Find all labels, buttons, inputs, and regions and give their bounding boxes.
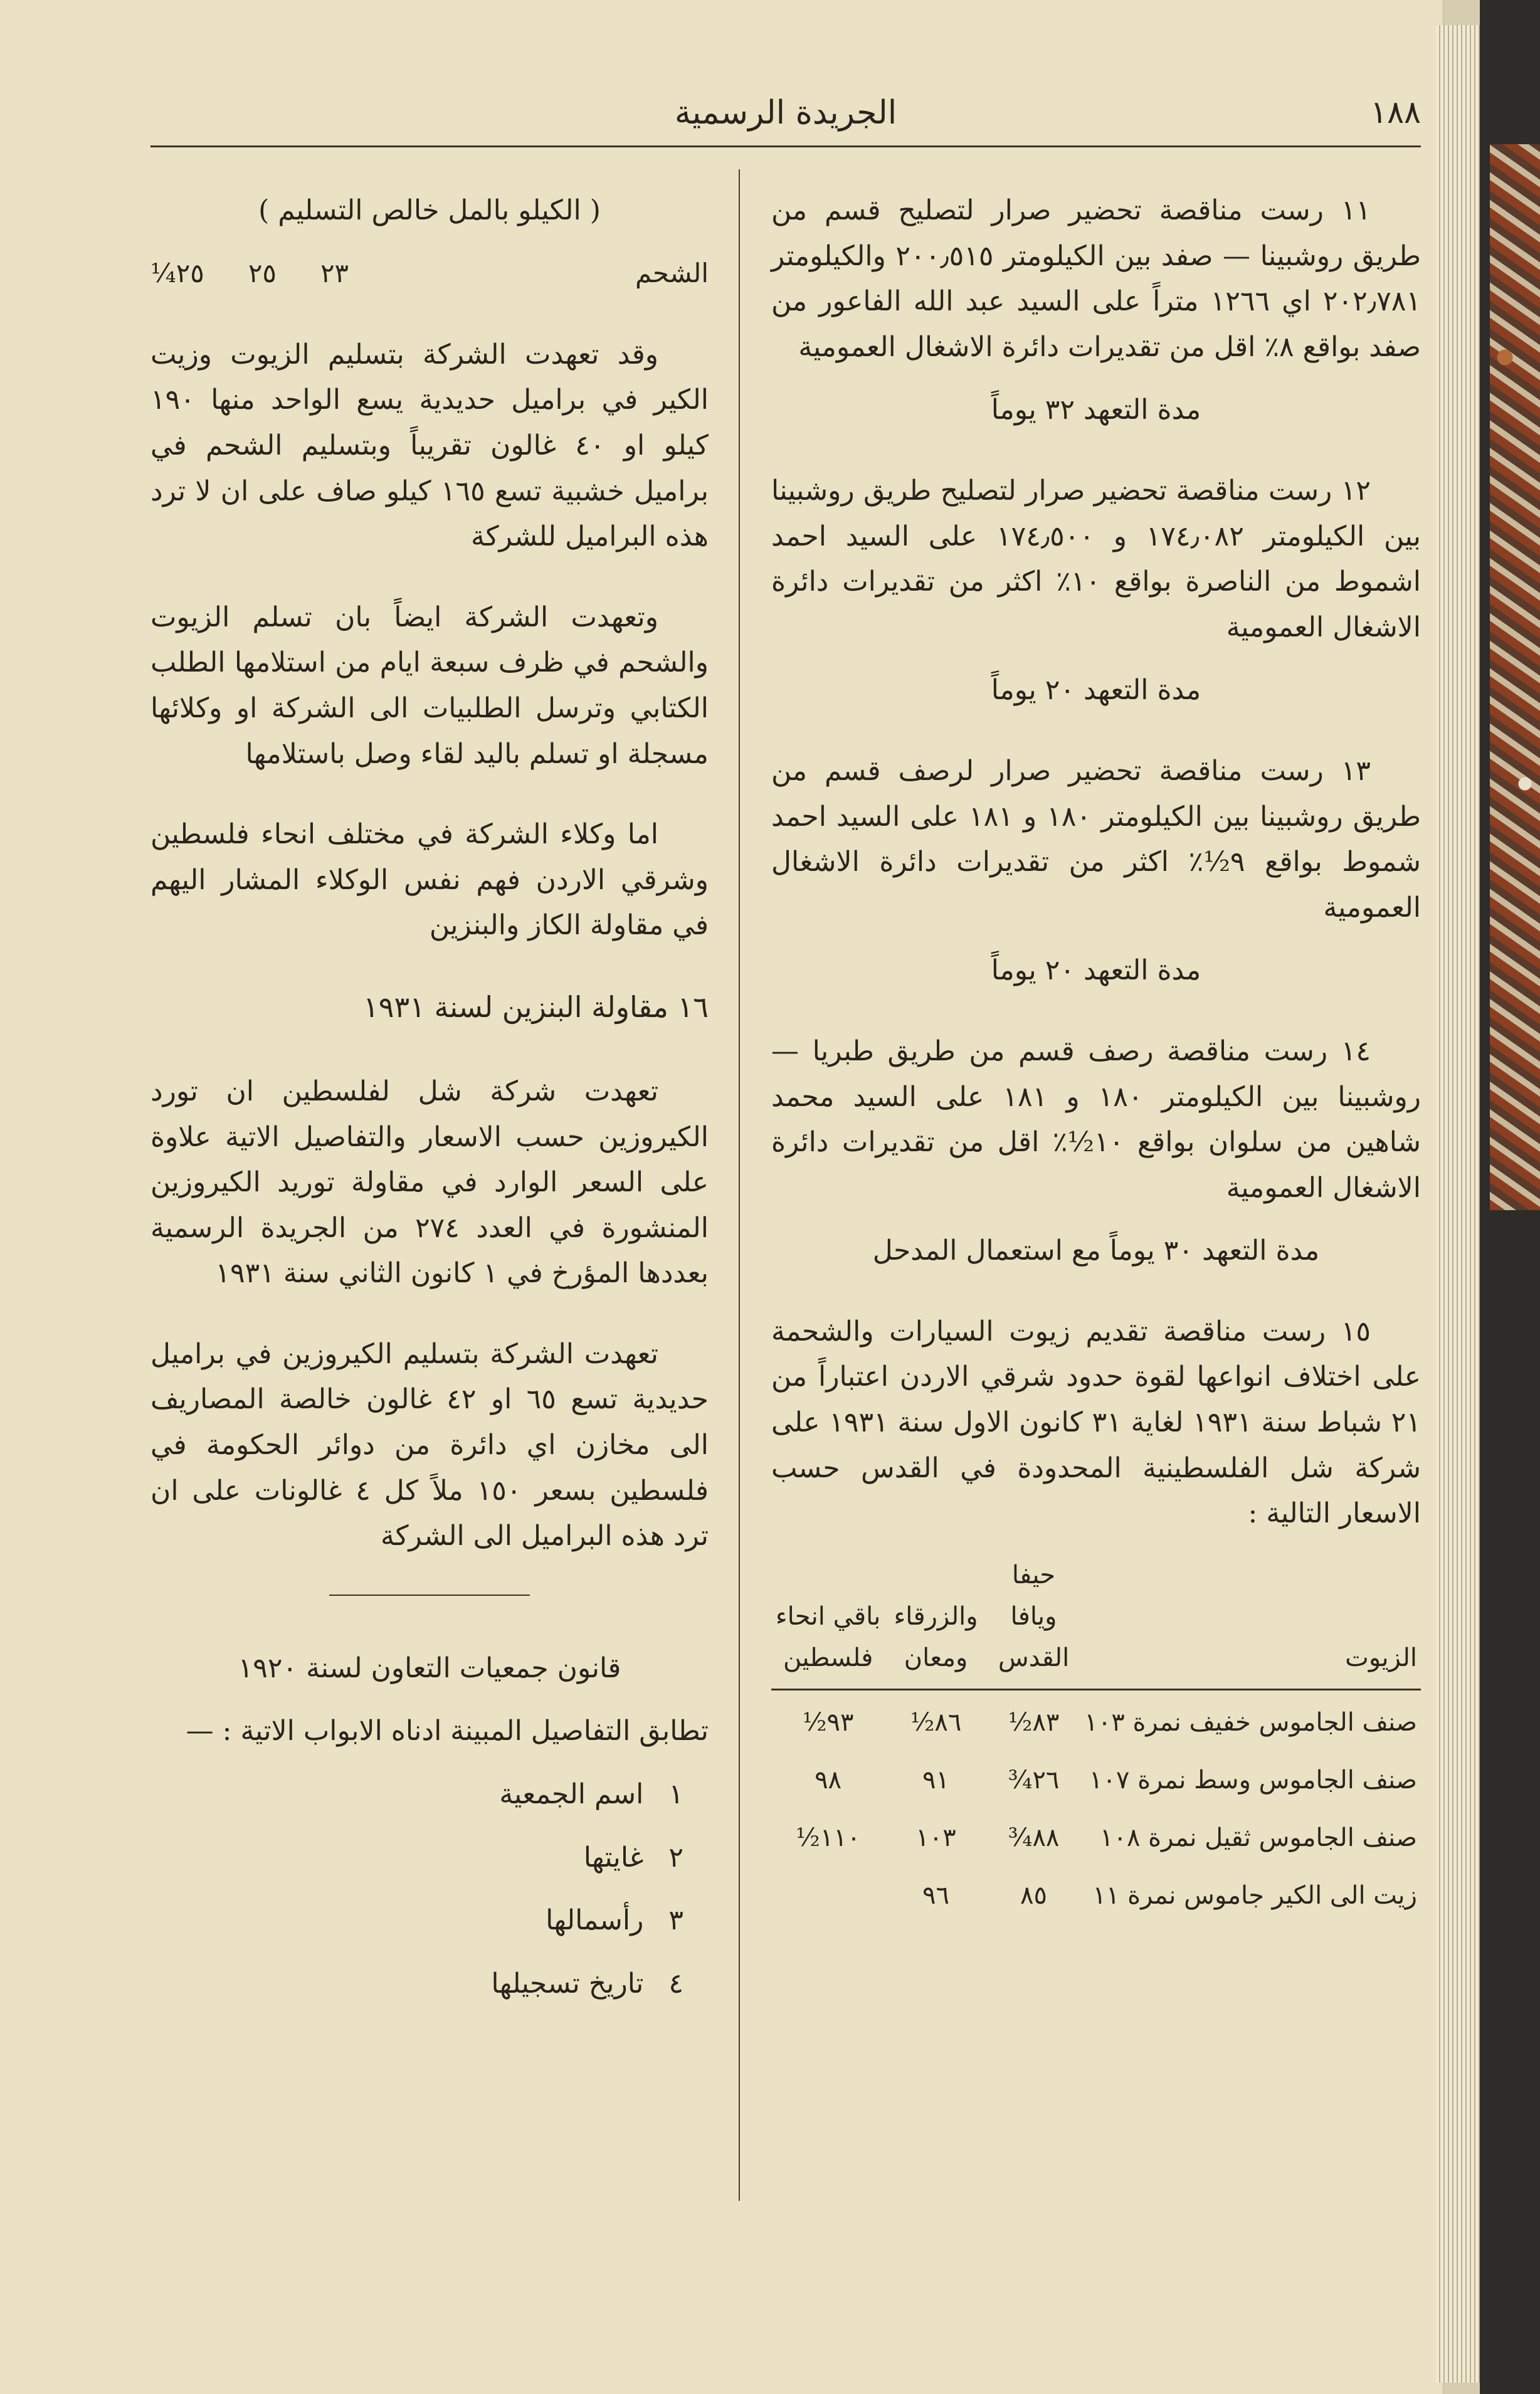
price-jaffa: ٨٨¾ <box>1008 1823 1060 1852</box>
list-item <box>150 1772 683 1818</box>
item-label: تاريخ تسجيلها <box>491 1967 644 2000</box>
page-header <box>150 94 1421 138</box>
shell-paragraph-2: تعهدت الشركة بتسليم الكيروزين في براميل حديدية تسع ٦٥ او ٤٢ غالون خالصة المصاريف الى مخازن اي دائرة من دوائر الحكومة في فلسطين بسعر ١٥٠ ملاً كل ٤ غالونات على ان ترد هذه البراميل الى الشركة <box>150 1337 709 1553</box>
table-row <box>771 1748 1421 1806</box>
right-column <box>771 188 1421 1921</box>
oil-name: زيت الى الكير جاموس نمرة ١١ <box>1092 1880 1417 1910</box>
law-heading: قانون جمعيات التعاون لسنة ١٩٢٠ <box>238 1652 621 1684</box>
tender-13-text: ١٣ رست مناقصة تحضير صرار لرصف قسم من طريق روشبينا بين الكيلومتر ١٨٠ و ١٨١ على السيد احمد شموط بواقع ٩½٪ اكثر من تقديرات دائرة الاشغال العمومية <box>771 754 1421 924</box>
column-divider <box>739 169 740 2201</box>
marbled-binding <box>1490 144 1540 1210</box>
header-rule <box>150 145 1421 147</box>
agents-paragraph: اما وكلاء الشركة في مختلف انحاء فلسطين وشرقي الاردن فهم نفس الوكلاء المشار اليهم في مقاولة الكاز والبنزين <box>150 818 709 942</box>
item-label: رأسمالها <box>546 1904 644 1937</box>
tender-13-duration: مدة التعهد ٢٠ يوماً <box>991 954 1201 987</box>
tender-14-duration: مدة التعهد ٣٠ يوماً مع استعمال المدحل <box>872 1235 1320 1267</box>
list-item <box>150 1898 683 1944</box>
price-jaffa: ٢٦¾ <box>1008 1765 1060 1795</box>
price-jaffa: ٨٣½ <box>1008 1707 1060 1737</box>
price-zarqa: ٩٦ <box>922 1880 949 1910</box>
price-zarqa: ٩١ <box>922 1765 949 1795</box>
tender-14-text: ١٤ رست مناقصة رصف قسم من طريق طبريا — روشبينا بين الكيلومتر ١٨٠ و ١٨١ على السيد محمد شاهين من سلوان بواقع ١٠½٪ اقل من تقديرات دائرة الاشغال العمومية <box>771 1035 1421 1204</box>
item-number: ١ <box>668 1778 683 1811</box>
oil-name: صنف الجاموس خفيف نمرة ١٠٣ <box>1084 1707 1417 1737</box>
page-edges <box>1436 25 1480 2383</box>
grease-price-row <box>150 251 709 295</box>
item-number: ٢ <box>668 1841 683 1874</box>
price-rest: ١١٠½ <box>796 1823 861 1852</box>
grease-label: الشحم <box>635 257 709 288</box>
table-row <box>771 1864 1421 1921</box>
price-zarqa: ٨٦½ <box>910 1707 962 1737</box>
price-jaffa: ٨٥ <box>1020 1880 1048 1910</box>
tender-11-duration: مدة التعهد ٣٢ يوماً <box>991 394 1201 426</box>
delivery-paragraph-1: وقد تعهدت الشركة بتسليم الزيوت وزيت الكير في براميل حديدية يسع الواحد منها ١٩٠ كيلو او ٤٠ غالون تقريباً وبتسليم الشحم في براميل خشبية تسع ١٦٥ كيلو صاف على ان لا ترد هذه البراميل للشركة <box>150 338 709 553</box>
shell-paragraph-1: تعهدت شركة شل لفلسطين ان تورد الكيروزين حسب الاسعار والتفاصيل الاتية علاوة على السعر الوارد في مقاولة توريد الكيروزين المنشورة في العدد ٢٧٤ من الجريدة الرسمية بعددها المؤرخ في ١ كانون الثاني سنة ١٩٣١ <box>150 1075 709 1290</box>
item-label: غايتها <box>583 1841 644 1874</box>
grease-price: ٢٥ <box>248 257 277 288</box>
tender-12-text: ١٢ رست مناقصة تحضير صرار لتصليح طريق روشبينا بين الكيلومتر ١٧٤٫٠٨٢ و ١٧٤٫٥٠٠ على السيد احمد اشموط من الناصرة بواقع ١٠٪ اكثر من تقديرات دائرة الاشغال العمومية <box>771 474 1421 643</box>
list-item <box>150 1961 683 2007</box>
item-number: ٤ <box>668 1967 683 2000</box>
header-oils: الزيوت <box>1080 1554 1421 1690</box>
tender-12-duration: مدة التعهد ٢٠ يوماً <box>991 674 1201 707</box>
price-zarqa: ١٠٣ <box>915 1823 956 1852</box>
tender-11-text: ١١ رست مناقصة تحضير صرار لتصليح قسم من طريق روشبينا — صفد بين الكيلومتر ٢٠٠٫٥١٥ والكيلومتر ٢٠٢٫٧٨١ اي ١٢٦٦ متراً على السيد عبد الله الفاعور من صفد بواقع ٨٪ اقل من تقديرات دائرة الاشغال العمومية <box>771 194 1421 363</box>
oil-price-table <box>771 1554 1421 1921</box>
list-item <box>150 1835 683 1881</box>
law-items-list <box>150 1772 709 2006</box>
grease-prices <box>150 251 349 295</box>
price-note: ( الكيلو بالمل خالص التسليم ) <box>258 194 601 226</box>
law-intro: تطابق التفاصيل المبينة ادناه الابواب الاتية : — <box>186 1715 709 1748</box>
oil-name: صنف الجاموس ثقيل نمرة ١٠٨ <box>1100 1823 1417 1852</box>
header-rest: باقي انحاء فلسطين <box>771 1554 885 1690</box>
grease-price: ٢٥¼ <box>150 257 204 288</box>
journal-title: الجريدة الرسمية <box>674 94 897 132</box>
header-zarqa: والزرقاء ومعان <box>885 1554 987 1690</box>
price-rest <box>771 1864 885 1921</box>
grease-price: ٢٣ <box>320 257 349 288</box>
oil-name: صنف الجاموس وسط نمرة ١٠٧ <box>1089 1765 1417 1795</box>
header-jaffa: حيفا ويافا القدس <box>987 1554 1081 1690</box>
section-divider <box>329 1595 530 1596</box>
price-rest: ٩٨ <box>815 1765 842 1795</box>
page-number: ١٨٨ <box>1370 94 1421 130</box>
delivery-paragraph-2: وتعهدت الشركة ايضاً بان تسلم الزيوت والشحم في ظرف سبعة ايام من استلامها الطلب الكتابي وترسل الطلبيات الى الشركة او وكلائها مسجلة او تسلم باليد لقاء وصل باستلامها <box>150 601 709 770</box>
item-label: اسم الجمعية <box>499 1778 644 1811</box>
left-column <box>150 188 709 2024</box>
section-16-heading: ١٦ مقاولة البنزين لسنة ١٩٣١ <box>363 990 709 1025</box>
item-number: ٣ <box>668 1904 683 1937</box>
table-row <box>771 1689 1421 1748</box>
tender-15-text: ١٥ رست مناقصة تقديم زيوت السيارات والشحمة على اختلاف انواعها لقوة حدود شرقي الاردن اعتباراً من ٢١ شباط سنة ١٩٣١ لغاية ٣١ كانون الاول سنة ١٩٣١ على شركة شل الفلسطينية المحدودة في القدس حسب الاسعار التالية : <box>771 1315 1421 1530</box>
table-row <box>771 1806 1421 1864</box>
price-rest: ٩٣½ <box>802 1707 854 1737</box>
